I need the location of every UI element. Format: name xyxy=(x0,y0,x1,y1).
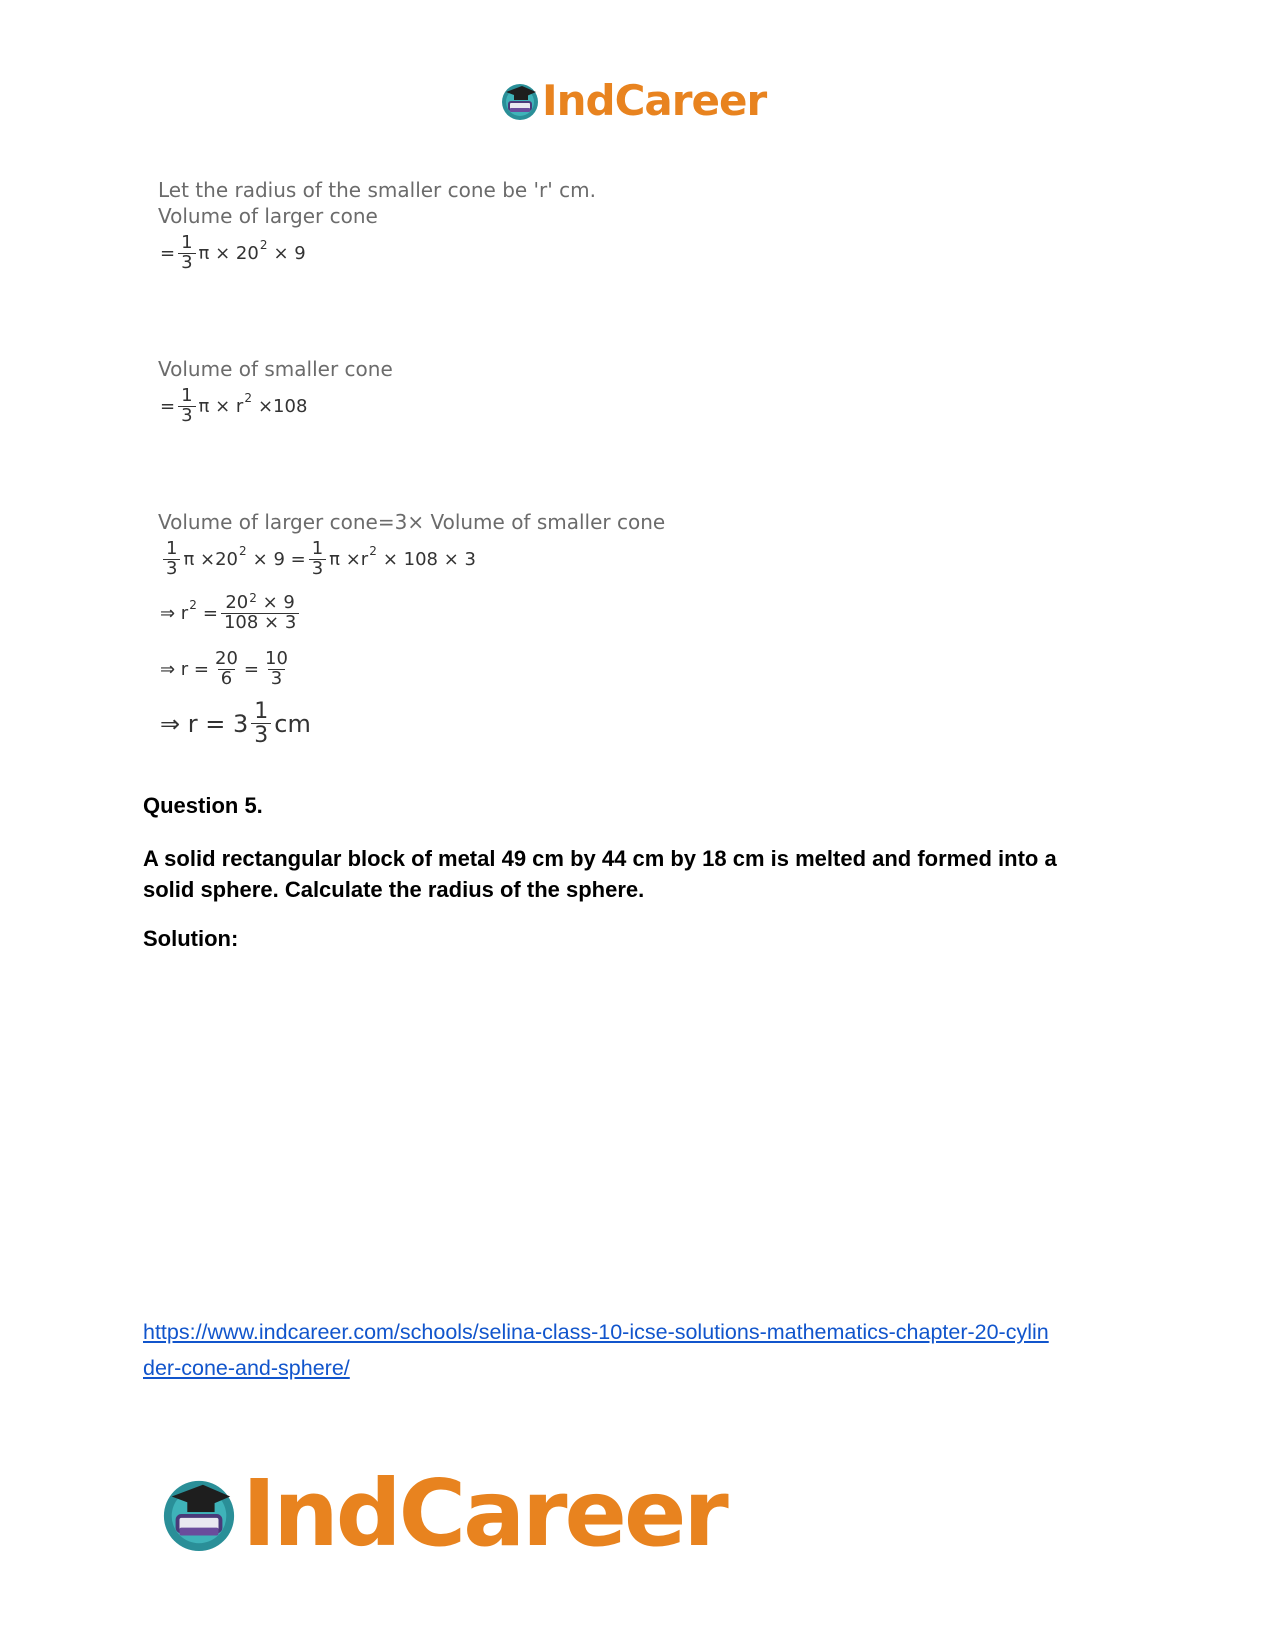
equation-r-final: ⇒ r = 3 $\frac{1}{3}$ cm xyxy=(160,699,311,749)
equation-relation: $\frac{1}{3}$ π ×20 2 × 9 = $\frac{1}{3}$ π ×r 2 × 108 × 3 xyxy=(160,540,476,579)
equation-smaller-volume: = $\frac{1}{3}$ π × r 2 ×108 xyxy=(160,385,308,426)
graduation-book-icon xyxy=(160,1475,238,1553)
solution-label: Solution: xyxy=(143,926,239,951)
footer-logo-text: IndCareer xyxy=(242,1460,726,1567)
footer-link-line2: der-cone-and-sphere/ xyxy=(143,1356,350,1380)
header-logo xyxy=(500,76,767,125)
question-title: Question 5. xyxy=(143,793,263,818)
question-text: A solid rectangular block of metal 49 cm by 44 cm by 18 cm is melted and formed into a solid sphere. Calculate the radius of the sphere. xyxy=(143,846,1057,902)
footer-link[interactable] xyxy=(143,1314,1049,1386)
equation-r-value: ⇒ r = $\frac{20}{6}$ = $\frac{10}{3}$ xyxy=(160,648,288,689)
graduation-book-icon xyxy=(500,81,540,121)
equation-larger-volume: = $\frac{1}{3}$ π × 20 2 × 9 xyxy=(160,232,306,273)
step-text-larger-cone: Volume of larger cone xyxy=(158,204,378,228)
footer-logo xyxy=(160,1460,726,1567)
step-text-smaller-cone: Volume of smaller cone xyxy=(158,357,393,381)
equation-r-squared: ⇒ r 2 = $\frac{20^2 \times 9}{108 \times 3}$ xyxy=(160,594,302,633)
footer-link-line1: https://www.indcareer.com/schools/selina-class-10-icse-solutions-mathematics-chapter-20-cylin xyxy=(143,1320,1049,1344)
step-text-relation: Volume of larger cone=3× Volume of smaller cone xyxy=(158,510,666,534)
header-logo-text: IndCareer xyxy=(542,76,767,125)
step-text-radius: Let the radius of the smaller cone be 'r' cm. xyxy=(158,178,596,202)
